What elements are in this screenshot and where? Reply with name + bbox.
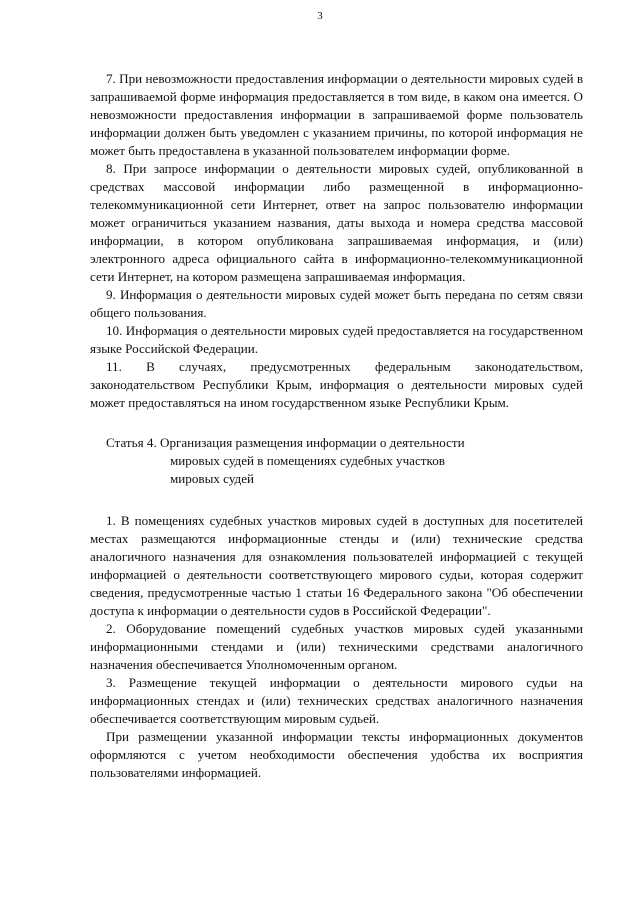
article-heading-line-1: Статья 4. Организация размещения информации о деятельности [106, 435, 465, 450]
paragraph-8: 8. При запросе информации о деятельности мировых судей, опубликованной в средствах массовой информации либо размещенной в информационно-телекоммуникационной сети Интернет, ответ на запрос пользователю информации может ограничиться указанием названия, даты выхода и номера средства массовой информации, в котором опубликована запрашиваемая информация, и (или) электронного адреса официального сайта в информационно-телекоммуникационной сети Интернет, на котором размещена запрашиваемая информация. [90, 161, 583, 284]
article-4-paragraph-2: 2. Оборудование помещений судебных участков мировых судей указанными информационными стендами и (или) техническими средствами аналогичного назначения обеспечивается Уполномоченным органом. [90, 621, 583, 672]
paragraph-9: 9. Информация о деятельности мировых судей может быть передана по сетям связи общего пользования. [90, 287, 583, 320]
article-4-heading [90, 434, 583, 488]
paragraph-7: 7. При невозможности предоставления информации о деятельности мировых судей в запрашиваемой форме информация предоставляется в том виде, в каком она имеется. О невозможности предоставления информации в запрашиваемой форме пользователь информации должен быть уведомлен с указанием причины, по которой информация не может быть предоставлена в указанной пользователем информации форме. [90, 71, 583, 158]
article-4-paragraph-3: 3. Размещение текущей информации о деятельности мирового судьи на информационных стендах и (или) технических средствах аналогичного назначения обеспечивается соответствующим мировым судьей. [90, 675, 583, 726]
article-4-paragraph-1: 1. В помещениях судебных участков мировых судей в доступных для посетителей местах размещаются информационные стенды и (или) технические средства аналогичного назначения для ознакомления пользователей информацией с текущей информацией о деятельности соответствующего мирового судьи, которая содержит сведения, предусмотренные частью 1 статьи 16 Федерального закона "Об обеспечении доступа к информации о деятельности судов в Российской Федерации". [90, 513, 583, 618]
document-body [90, 70, 583, 782]
page-number: 3 [317, 10, 323, 22]
article-heading-line-2: мировых судей в помещениях судебных участков [170, 453, 445, 468]
paragraph-10: 10. Информация о деятельности мировых судей предоставляется на государственном языке Российской Федерации. [90, 323, 583, 356]
article-4-paragraph-4: При размещении указанной информации тексты информационных документов оформляются с учетом необходимости обеспечения удобства их восприятия пользователями информацией. [90, 729, 583, 780]
article-heading-line-3: мировых судей [170, 471, 255, 486]
paragraph-11: 11. В случаях, предусмотренных федеральным законодательством, законодательством Республики Крым, информация о деятельности мировых судей может предоставляться на ином государственном языке Республики Крым. [90, 359, 583, 410]
